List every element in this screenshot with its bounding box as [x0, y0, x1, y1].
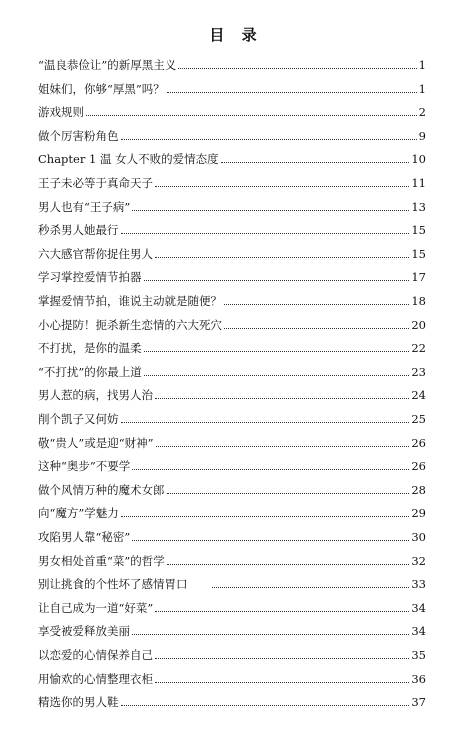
toc-entry-label: 向“魔方”学魅力 [38, 506, 119, 521]
toc-entry-page-number: 22 [411, 341, 426, 356]
toc-entry-label: “不打扰”的你最上道 [38, 364, 142, 379]
toc-entry-page-number: 34 [411, 600, 426, 615]
dot-leader [155, 398, 409, 399]
toc-entry-page-number: 11 [411, 176, 426, 190]
toc-entry[interactable] [38, 361, 426, 379]
toc-entry-page-number: 23 [411, 364, 426, 379]
toc-entry[interactable] [38, 290, 426, 308]
dot-leader [121, 422, 410, 423]
toc-entry[interactable] [38, 314, 426, 332]
toc-entry[interactable] [38, 148, 426, 166]
toc-entry-label: 做个风情万种的魔术女郎 [38, 482, 165, 497]
toc-entry[interactable] [38, 620, 426, 638]
toc-entry[interactable] [38, 266, 426, 284]
dot-leader [132, 634, 409, 635]
toc-entry-page-number: 10 [411, 152, 426, 167]
toc-entry[interactable] [38, 243, 426, 261]
toc-entry[interactable] [38, 502, 426, 520]
dot-leader [167, 564, 410, 565]
toc-entry[interactable] [38, 573, 426, 591]
toc-entry[interactable] [38, 54, 426, 72]
dot-leader [121, 516, 410, 517]
toc-entry-label: 男女相处首重“菜”的哲学 [38, 553, 165, 568]
toc-entry-label: 敬“贵人”或是迎“财神” [38, 435, 154, 450]
toc-entry-label: 削个凯子又何妨 [38, 412, 119, 426]
toc-entry-page-number: 15 [411, 223, 426, 238]
toc-entry-label: Chapter 1 温 女人不败的爱情态度 [38, 152, 219, 167]
toc-entry[interactable] [38, 597, 426, 615]
dot-leader [132, 210, 409, 211]
toc-entry-label: 攻陷男人靠“秘密” [38, 530, 131, 544]
toc-entry-page-number: 9 [418, 128, 426, 143]
toc-entry-page-number: 36 [411, 671, 426, 686]
toc-entry-page-number: 1 [418, 81, 426, 96]
dot-leader [132, 469, 409, 470]
toc-entry-label: 六大感官帮你捉住男人 [38, 246, 153, 261]
toc-entry-label: 让自己成为一道“好菜” [38, 600, 154, 615]
toc-entry[interactable] [38, 644, 426, 662]
toc-entry-page-number: 33 [411, 577, 426, 592]
dot-leader [155, 257, 409, 258]
toc-entry-label: 别让挑食的个性坏了感情胃口 [38, 577, 188, 592]
toc-entry[interactable] [38, 78, 426, 96]
toc-entry[interactable] [38, 668, 426, 686]
toc-entry[interactable] [38, 101, 426, 119]
toc-entry-page-number: 29 [411, 506, 426, 521]
toc-entry-page-number: 26 [411, 459, 426, 474]
toc-entry[interactable] [38, 550, 426, 568]
dot-leader [155, 611, 409, 612]
toc-entry[interactable] [38, 479, 426, 497]
toc-entry-label: 学习掌控爱情节拍器 [38, 270, 142, 285]
dot-leader [155, 658, 409, 659]
dot-leader [155, 186, 409, 187]
dot-leader [212, 587, 410, 588]
toc-entry-label: 享受被爱释放美丽 [38, 624, 130, 639]
toc-entry-label: 男人也有“王子病” [38, 199, 131, 214]
dot-leader [121, 139, 417, 140]
toc-entry[interactable] [38, 337, 426, 355]
toc-entry-label: 用愉欢的心情整理衣柜 [38, 671, 153, 686]
dot-leader [132, 540, 409, 541]
toc-entry-label: 秒杀男人她最行 [38, 223, 119, 238]
dot-leader [224, 328, 409, 329]
toc-entry-page-number: 37 [411, 695, 426, 710]
toc-entry-page-number: 13 [411, 199, 426, 214]
dot-leader [144, 375, 410, 376]
toc-entry[interactable] [38, 125, 426, 143]
toc-entry-page-number: 25 [411, 412, 426, 426]
toc-entry-page-number: 18 [411, 294, 426, 308]
toc-entry-label: “温良恭俭让”的新厚黑主义 [38, 58, 177, 72]
dot-leader [86, 115, 417, 116]
toc-entry-page-number: 30 [411, 530, 426, 544]
toc-entry-label: 掌握爱情节拍，谁说主动就是随便？ [38, 294, 222, 308]
toc-entry-page-number: 15 [411, 246, 426, 261]
toc-entry[interactable] [38, 455, 426, 473]
toc-entry[interactable] [38, 526, 426, 544]
dot-leader [224, 304, 409, 305]
dot-leader [144, 280, 410, 281]
toc-entry-page-number: 35 [411, 648, 426, 662]
dot-leader [121, 705, 410, 706]
toc-entry[interactable] [38, 384, 426, 402]
toc-entry[interactable] [38, 408, 426, 426]
dot-leader [167, 493, 410, 494]
toc-entry-page-number: 20 [411, 317, 426, 332]
toc-entry[interactable] [38, 172, 426, 190]
toc-entry[interactable] [38, 432, 426, 450]
toc-entry-page-number: 1 [418, 58, 426, 72]
toc-title: 目 录 [209, 26, 263, 44]
toc-entry-label: 以恋爱的心情保养自己 [38, 648, 153, 662]
toc-entry-label: 不打扰，是你的温柔 [38, 341, 142, 356]
toc-entry-page-number: 26 [411, 435, 426, 450]
toc-entry-page-number: 34 [411, 624, 426, 639]
toc-entry-page-number: 28 [411, 482, 426, 497]
toc-entry[interactable] [38, 219, 426, 237]
toc-entry-label: 小心提防！扼杀新生恋情的六大死穴 [38, 317, 222, 332]
toc-entry[interactable] [38, 196, 426, 214]
dot-leader [155, 682, 409, 683]
toc-entry-label: 王子未必等于真命天子 [38, 176, 153, 190]
dot-leader [121, 233, 410, 234]
toc-entry-label: 做个厉害粉角色 [38, 128, 119, 143]
dot-leader [221, 162, 410, 163]
toc-entry-label: 这种“奥步”不要学 [38, 459, 131, 474]
toc-entry-page-number: 2 [418, 105, 426, 120]
toc-entry-label: 精选你的男人鞋 [38, 695, 119, 710]
dot-leader [178, 68, 416, 69]
toc-entry-label: 男人惹的病，找男人治 [38, 388, 153, 403]
toc-entry[interactable] [38, 691, 426, 709]
toc-entry-page-number: 24 [411, 388, 426, 403]
dot-leader [144, 351, 410, 352]
toc-entry-page-number: 32 [411, 553, 426, 568]
dot-leader [167, 92, 417, 93]
toc-entry-page-number: 17 [411, 270, 426, 285]
toc-entry-label: 姐妹们，你够“厚黑”吗？ [38, 81, 165, 96]
toc-entry-label: 游戏规则 [38, 105, 84, 120]
dot-leader [156, 446, 410, 447]
